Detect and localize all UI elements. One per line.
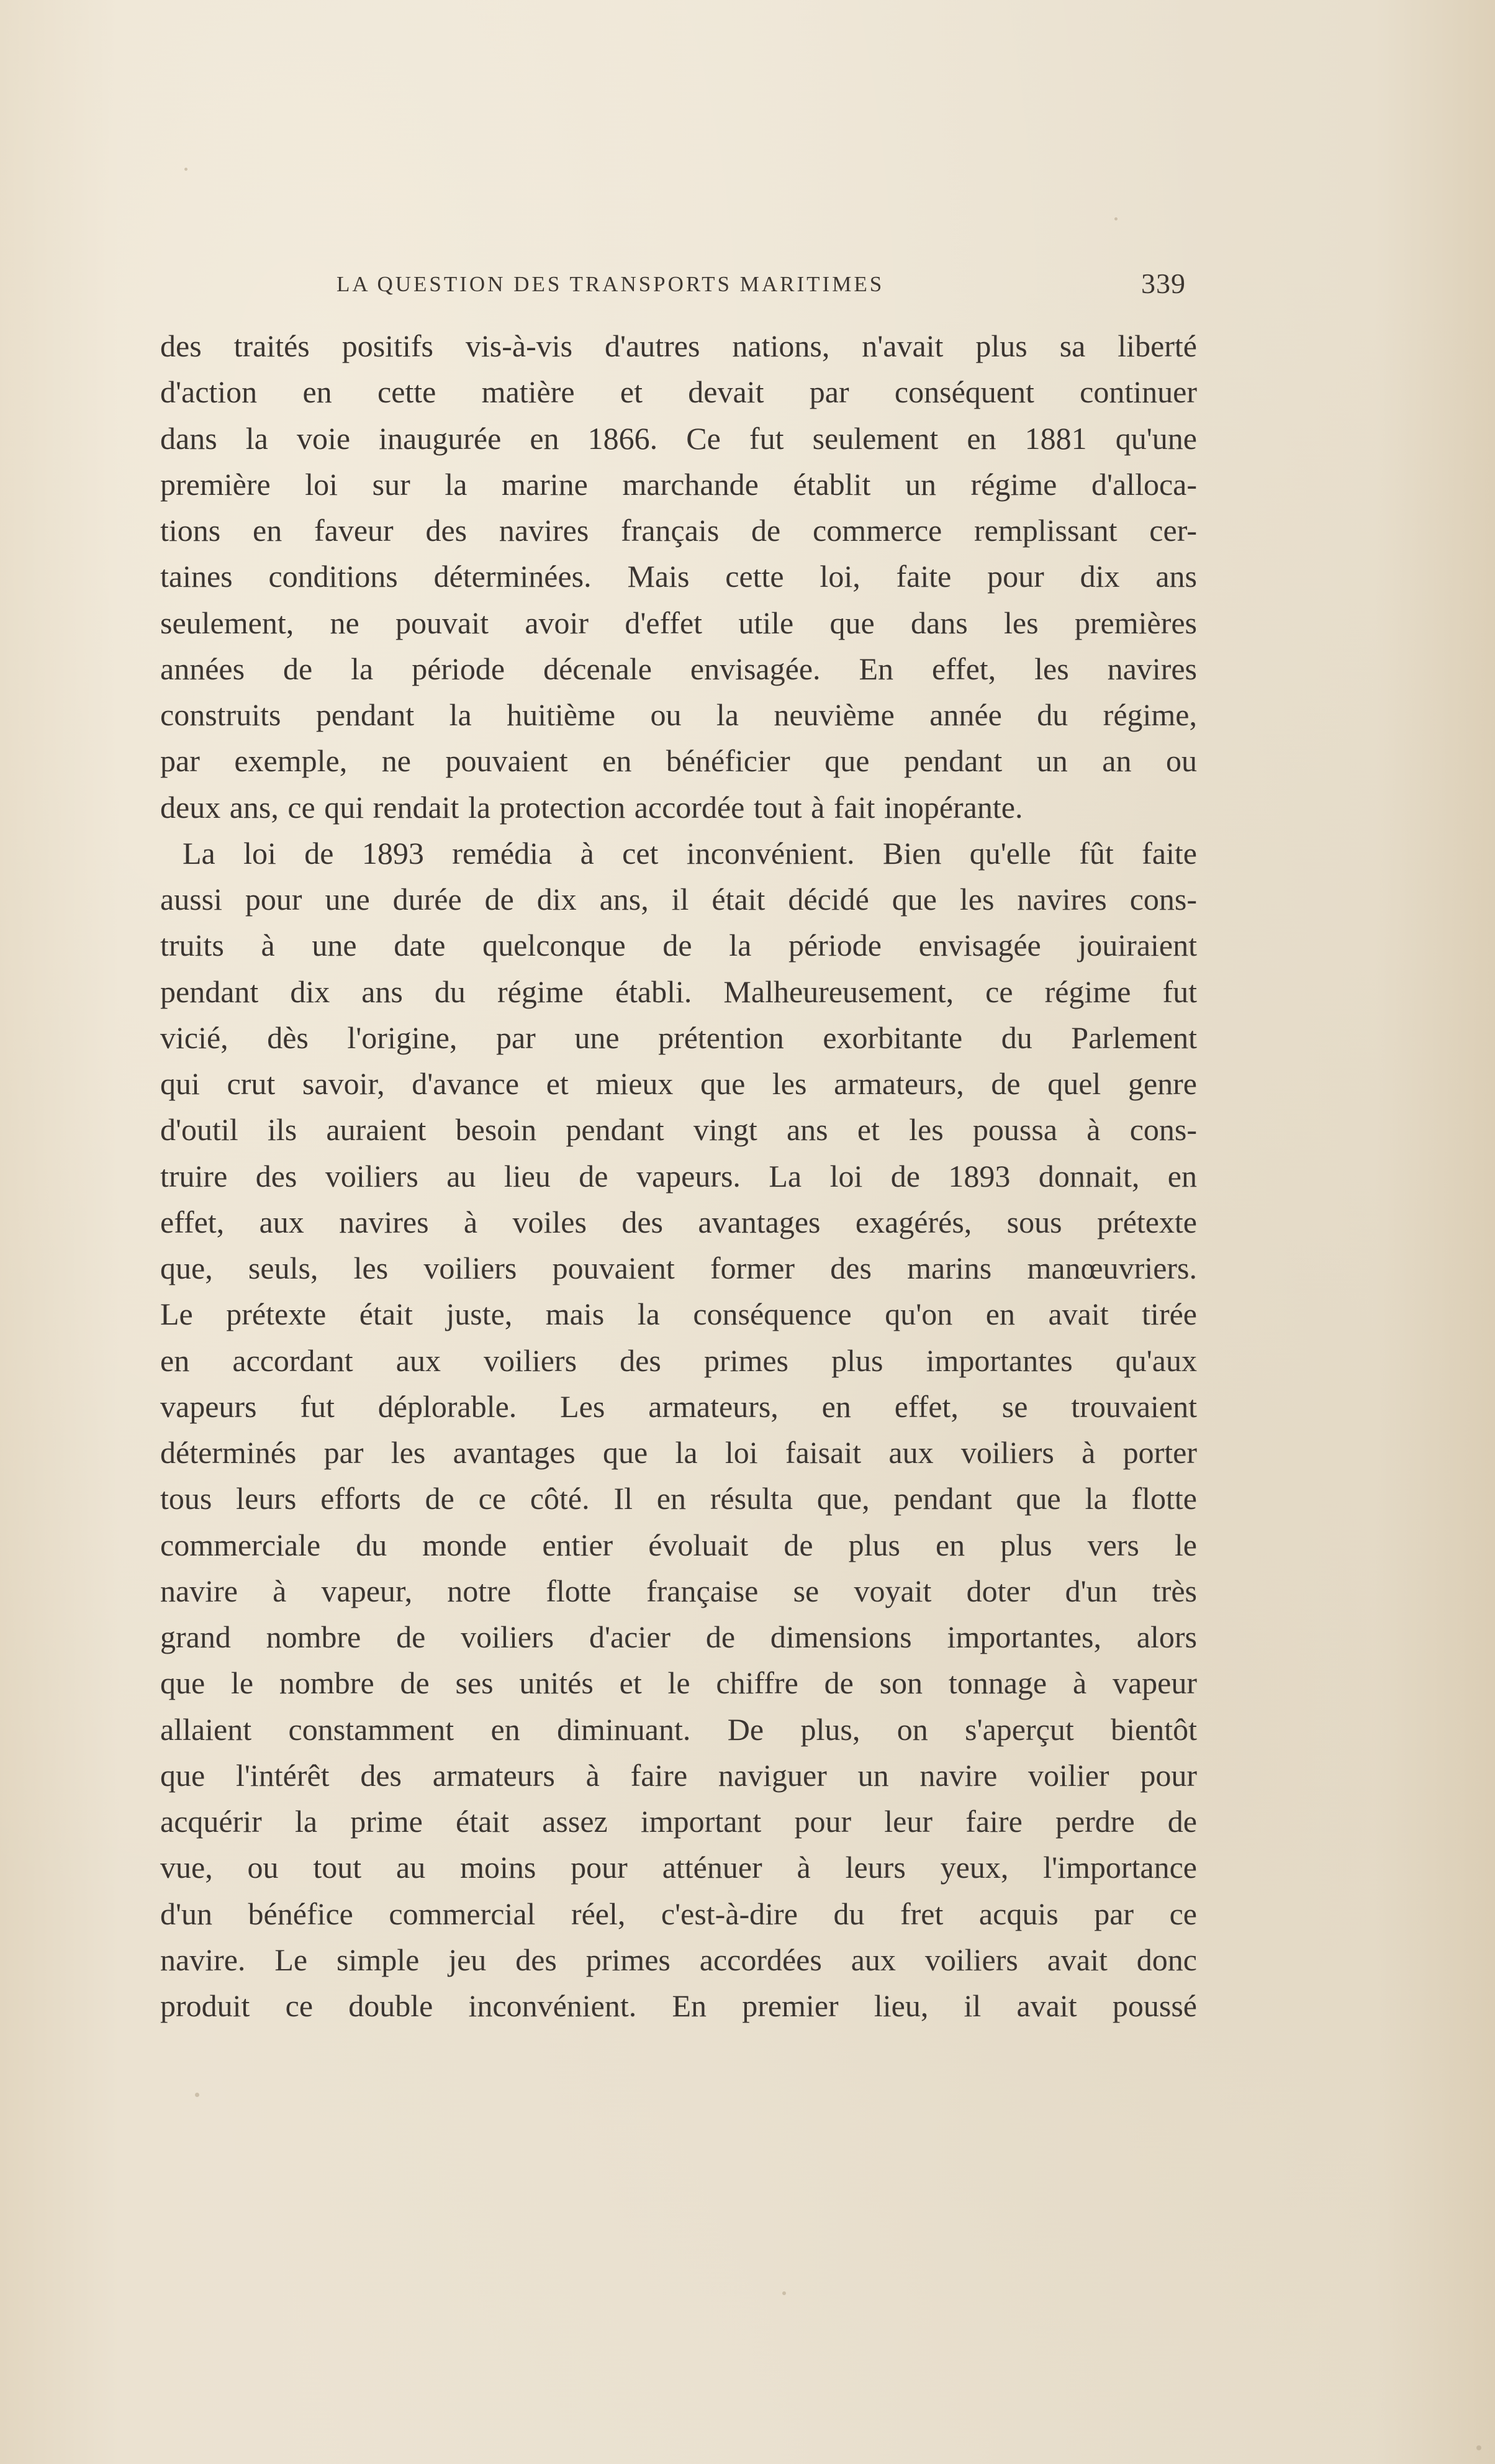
text-line: truire des voiliers au lieu de vapeurs. La loi de 1893 donnait, en <box>160 1158 1197 1194</box>
text-line: tous leurs efforts de ce côté. Il en résulta que, pendant que la flotte <box>160 1481 1197 1516</box>
text-line: en accordant aux voiliers des primes plus importantes qu'aux <box>160 1343 1197 1378</box>
text-line: années de la période décenale envisagée. En effet, les navires <box>160 651 1197 686</box>
text-line: que le nombre de ses unités et le chiffre de son tonnage à vapeur <box>160 1665 1197 1701</box>
text-line: truits à une date quelconque de la période envisagée jouiraient <box>160 928 1197 963</box>
text-line: Le prétexte était juste, mais la conséquence qu'on en avait tirée <box>160 1297 1197 1332</box>
text-line: effet, aux navires à voiles des avantages exagérés, sous prétexte <box>160 1204 1197 1239</box>
paper-speck <box>1476 2445 1481 2450</box>
text-line: grand nombre de voiliers d'acier de dimensions importantes, alors <box>160 1619 1197 1654</box>
text-line: La loi de 1893 remédia à cet inconvénient. Bien qu'elle fût faite <box>183 835 1197 871</box>
text-line: déterminés par les avantages que la loi faisait aux voiliers à porter <box>160 1435 1197 1470</box>
text-line: vapeurs fut déplorable. Les armateurs, en effet, se trouvaient <box>160 1388 1197 1424</box>
text-line: vue, ou tout au moins pour atténuer à leurs yeux, l'importance <box>160 1850 1197 1885</box>
text-line: des traités positifs vis-à-vis d'autres nations, n'avait plus sa liberté <box>160 328 1197 363</box>
text-line: par exemple, ne pouvaient en bénéficier que pendant un an ou <box>160 743 1197 779</box>
text-line: d'action en cette matière et devait par conséquent continuer <box>160 374 1197 410</box>
text-line: pendant dix ans du régime établi. Malheureusement, ce régime fut <box>160 974 1197 1009</box>
text-line: seulement, ne pouvait avoir d'effet utile que dans les premières <box>160 605 1197 640</box>
text-line: aussi pour une durée de dix ans, il était décidé que les navires cons- <box>160 882 1197 917</box>
text-line: que, seuls, les voiliers pouvaient former des marins manœuvriers. <box>160 1251 1197 1285</box>
text-line: qui crut savoir, d'avance et mieux que les armateurs, de quel genre <box>160 1066 1197 1101</box>
paper-speck <box>1114 217 1118 220</box>
paper-speck <box>184 168 187 171</box>
body-text <box>160 323 1197 2029</box>
text-line: tions en faveur des navires français de commerce remplissant cer- <box>160 513 1197 548</box>
text-line: que l'intérêt des armateurs à faire naviguer un navire voilier pour <box>160 1757 1197 1793</box>
running-title: LA QUESTION DES TRANSPORTS MARITIMES <box>336 272 885 296</box>
text-line: deux ans, ce qui rendait la protection accordée tout à fait inopérante. <box>160 789 1023 825</box>
page-header <box>155 268 1186 306</box>
text-line: commerciale du monde entier évoluait de plus en plus vers le <box>160 1527 1197 1562</box>
paper-speck <box>195 2093 199 2097</box>
text-line: construits pendant la huitième ou la neuvième année du régime, <box>160 697 1197 732</box>
text-line: allaient constamment en diminuant. De plus, on s'aperçut bientôt <box>160 1711 1197 1747</box>
text-line: d'outil ils auraient besoin pendant vingt ans et les poussa à cons- <box>160 1112 1197 1148</box>
text-line: d'un bénéfice commercial réel, c'est-à-dire du fret acquis par ce <box>160 1896 1197 1931</box>
page-number: 339 <box>1141 268 1186 299</box>
text-line: navire à vapeur, notre flotte française se voyait doter d'un très <box>160 1573 1197 1608</box>
text-line: navire. Le simple jeu des primes accordées aux voiliers avait donc <box>160 1942 1197 1977</box>
text-line: acquérir la prime était assez important pour leur faire perdre de <box>160 1804 1197 1839</box>
text-line: première loi sur la marine marchande établit un régime d'alloca- <box>160 466 1197 502</box>
text-line: produit ce double inconvénient. En premier lieu, il avait poussé <box>160 1988 1197 2023</box>
text-line: taines conditions déterminées. Mais cette loi, faite pour dix ans <box>160 559 1197 594</box>
text-line: dans la voie inaugurée en 1866. Ce fut seulement en 1881 qu'une <box>160 420 1197 456</box>
paper-speck <box>782 2291 786 2295</box>
text-line: vicié, dès l'origine, par une prétention exorbitante du Parlement <box>160 1020 1197 1055</box>
